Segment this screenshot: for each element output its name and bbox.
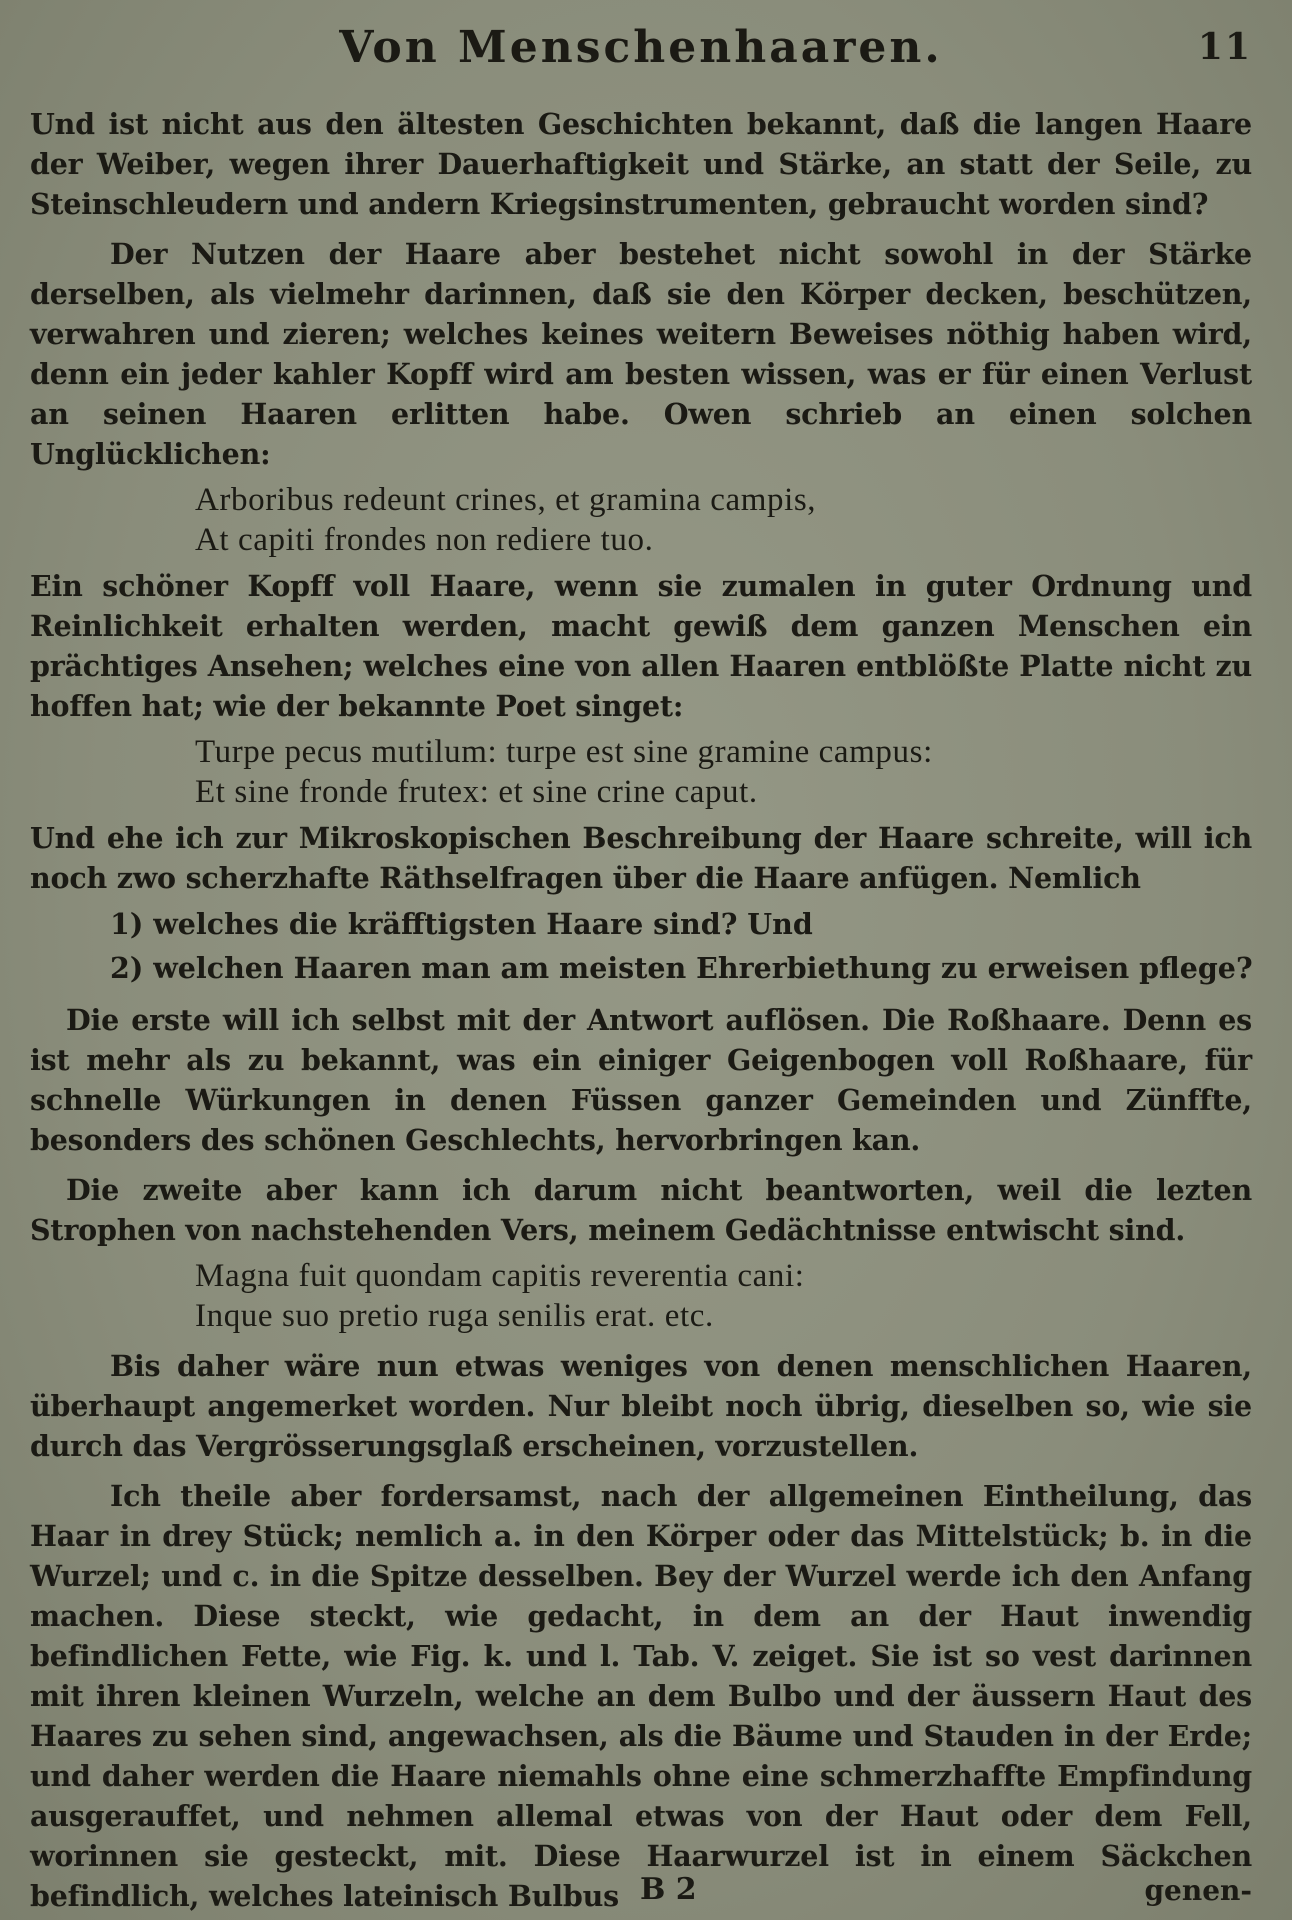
- paragraph-5: Die erste will ich selbst mit der Antwort auflösen. Die Roßhaare. Denn es ist mehr als zu bekannt, was ein einiger Geigenbogen voll Roßhaare, für schnelle Würkungen in denen Füssen ganzer Gemeinden und Zünffte, besonders des schönen Geschlechts, hervorbringen kan.: [30, 1003, 1252, 1157]
- verse-owen: [195, 480, 1252, 560]
- riddle-item: 1) welches die kräfftigsten Haare sind? Und: [110, 907, 813, 941]
- paragraph-1: Und ist nicht aus den ältesten Geschichten bekannt, daß die langen Haare der Weiber, wegen ihrer Dauerhaftigkeit und Stärke, an statt der Seile, zu Steinschleudern und andern Kriegsinstrumenten, gebraucht worden sind?: [30, 107, 1252, 221]
- verse-reverentia: [195, 1256, 1252, 1336]
- verse-line: Magna fuit quondam capitis reverentia cani:: [195, 1258, 805, 1294]
- page-header: [30, 18, 1252, 80]
- signature-mark: B 2: [640, 1872, 697, 1907]
- riddle-item: 2) welchen Haaren man am meisten Ehrerbiethung zu erweisen pflege?: [110, 951, 1253, 985]
- catchword: genen-: [1144, 1874, 1252, 1907]
- verse-line: At capiti frondes non rediere tuo.: [195, 522, 654, 558]
- page-body: [30, 104, 1252, 1916]
- page-footer: [30, 1872, 1252, 1916]
- paragraph-7: Bis daher wäre nun etwas weniges von denen menschlichen Haaren, überhaupt angemerket worden. Nur bleibt noch übrig, dieselben so, wie sie durch das Vergrösserungsglaß erscheinen, vorzustellen.: [30, 1349, 1252, 1463]
- verse-line: Arboribus redeunt crines, et gramina campis,: [195, 482, 817, 518]
- page-number: 11: [1197, 26, 1252, 68]
- paragraph-6: Die zweite aber kann ich darum nicht beantworten, weil die lezten Strophen von nachstehenden Vers, meinem Gedächtnisse entwischt sind.: [30, 1173, 1252, 1247]
- paragraph-8: Ich theile aber fordersamst, nach der allgemeinen Eintheilung, das Haar in drey Stück; nemlich a. in den Körper oder das Mittelstück; b. in die Wurzel; und c. in die Spitze desselben. Bey der Wurzel werde ich den Anfang machen. Diese steckt, wie gedacht, in dem an der Haut inwendig befindlichen Fette, wie Fig. k. und l. Tab. V. zeiget. Sie ist so vest darinnen mit ihren kleinen Wurzeln, welche an dem Bulbo und der äussern Haut des Haares zu sehen sind, angewachsen, als die Bäume und Stauden in der Erde; und daher werden die Haare niemahls ohne eine schmerzhaffte Empfindung ausgerauffet, und nehmen allemal etwas von der Haut oder dem Fell, worinnen sie gesteckt, mit. Diese Haarwurzel ist in einem Säckchen befindlich, welches lateinisch Bulbus: [30, 1479, 1252, 1913]
- paragraph-4: Und ehe ich zur Mikroskopischen Beschreibung der Haare schreite, will ich noch zwo scherzhafte Räthselfragen über die Haare anfügen. Nemlich: [30, 821, 1252, 895]
- verse-poet: [195, 732, 1252, 812]
- riddle-list: [110, 902, 1252, 990]
- verse-line: Turpe pecus mutilum: turpe est sine gramine campus:: [195, 734, 933, 770]
- verse-line: Inque suo pretio ruga senilis erat. etc.: [195, 1298, 714, 1334]
- verse-line: Et sine fronde frutex: et sine crine caput.: [195, 774, 758, 810]
- paragraph-3: Ein schöner Kopff voll Haare, wenn sie zumalen in guter Ordnung und Reinlichkeit erhalten werden, macht gewiß dem ganzen Menschen ein prächtiges Ansehen; welches eine von allen Haaren entblößte Platte nicht zu hoffen hat; wie der bekannte Poet singet:: [30, 569, 1252, 723]
- paragraph-2: Der Nutzen der Haare aber bestehet nicht sowohl in der Stärke derselben, als vielmehr darinnen, daß sie den Körper decken, beschützen, verwahren und zieren; welches keines weitern Beweises nöthig haben wird, denn ein jeder kahler Kopff wird am besten wissen, was er für einen Verlust an seinen Haaren erlitten habe. Owen schrieb an einen solchen Unglücklichen:: [30, 237, 1252, 471]
- running-title: Von Menschenhaaren.: [339, 22, 943, 73]
